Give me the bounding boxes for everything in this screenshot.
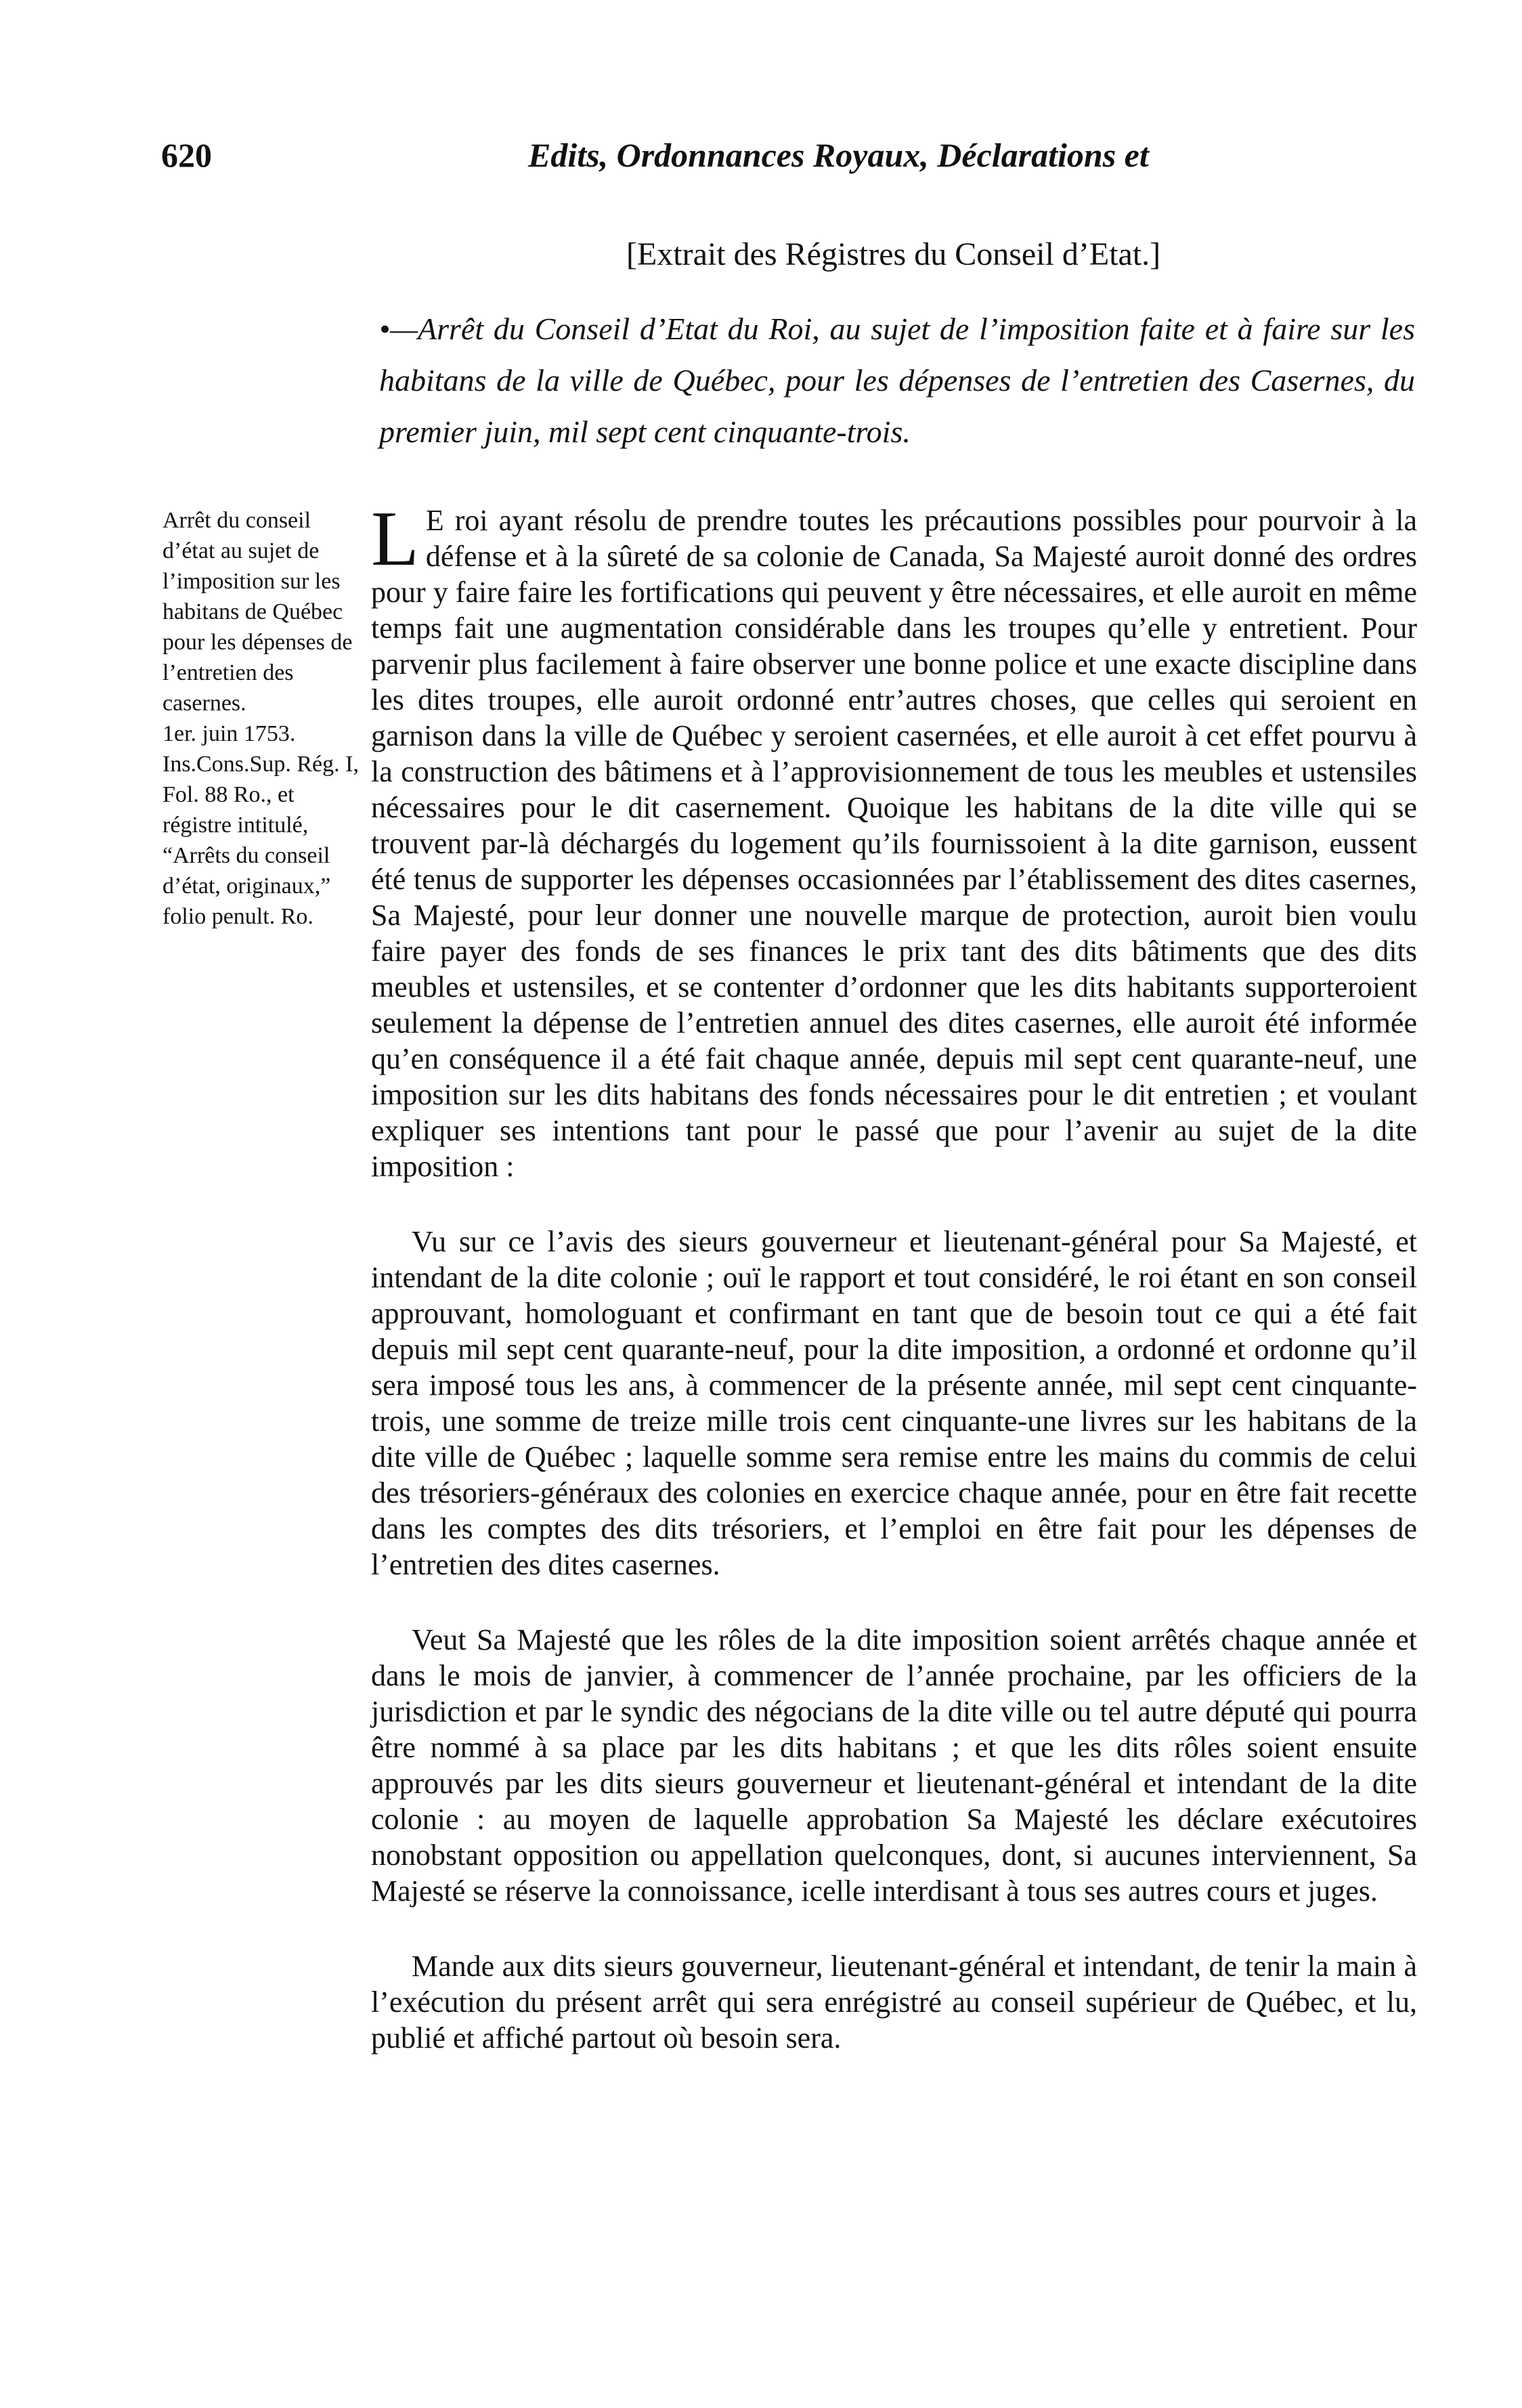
paragraph-1-text: E roi ayant résolu de prendre toutes les précautions possibles pour pourvoir à la défense et à la sûreté de sa colonie de Canada, Sa Majesté auroit donné des ordres pour y faire faire les fortifications qui peuvent y être nécessaires, et elle auroit en même temps fait une augmentation considérable dans les troupes qu’elle y entretient. Pour parvenir plus facilement à faire observer une bonne police et une exacte discipline dans les dites troupes, elle auroit ordonné entr’autres choses, que celles qui seroient en garnison dans la ville de Québec y seroient casernées, et elle auroit à cet effet pourvu à la construction des bâtimens et à l’approvisionnement de tous les meubles et ustensiles nécessaires pour le dit casernement. Quoique les habitans de la dite ville qui se trouvent par-là déchargés du logement qu’ils fournissoient à la dite garnison, eussent été tenus de supporter les dépenses occasionnées par l’établissement des dites casernes, Sa Majesté, pour leur donner une nouvelle marque de protection, auroit bien voulu faire payer des fonds de ses finances le prix tant des dits bâtiments que des dits meubles et ustensiles, et se contenter d’ordonner que les dits habitants supporteroient seulement la dépense de l’entretien annuel des dites casernes, elle auroit été informée qu’en conséquence il a été fait chaque année, depuis mil sept cent quarante-neuf, une imposition sur les dits habitans des fonds nécessaires pour le dit entretien ; et voulant expliquer ses intentions tant pour le passé que pour l’avenir au sujet de la dite imposition :	[371, 504, 1417, 1183]
page-number: 620	[161, 136, 212, 174]
paragraph-2: Vu sur ce l’avis des sieurs gouverneur et lieutenant-général pour Sa Majesté, et intendant de la dite colonie ; ouï le rapport et tout considéré, le roi étant en son conseil approuvant, homologuant et confirmant en tant que de besoin tout ce qui a été fait depuis mil sept cent quarante-neuf, pour la dite imposition, a ordonné et ordonne qu’il sera imposé tous les ans, à commencer de la présente année, mil sept cent cinquante-trois, une somme de treize mille trois cent cinquante-une livres sur les habitans de la dite ville de Québec ; laquelle somme sera remise entre les mains du commis de celui des trésoriers-généraux des colonies en exercice chaque année, pour en être fait recette dans les comptes des dits trésoriers, et l’emploi en être fait pour les dépenses de l’entretien des dites casernes.	[371, 1225, 1417, 1581]
drop-cap: L	[371, 496, 419, 582]
marginal-note: Arrêt du conseil d’état au sujet de l’imposition sur les habitans de Québec pour les dépenses de l’entretien des casernes. 1er. juin 1753. Ins.Cons.Sup. Rég. I, Fol. 88 Ro., et régistre intitulé, “Arrêts du conseil d’état, originaux,” folio penult. Ro.	[162, 508, 359, 929]
paragraph-1	[371, 496, 1417, 1184]
running-head: Edits, Ordonnances Royaux, Déclarations et	[528, 136, 1149, 174]
paragraph-4: Mande aux dits sieurs gouverneur, lieutenant-général et intendant, de tenir la main à l’exécution du présent arrêt qui sera enrégistré au conseil supérieur de Québec, et lu, publié et affiché partout où besoin sera.	[371, 1950, 1417, 2055]
extract-heading: [Extrait des Régistres du Conseil d’Etat.]	[626, 236, 1161, 272]
paragraph-3: Veut Sa Majesté que les rôles de la dite imposition soient arrêtés chaque année et dans le mois de janvier, à commencer de l’année prochaine, par les officiers de la jurisdiction et par le syndic des négocians de la dite ville ou tel autre député qui pourra être nommé à sa place par les dits habitans ; et que les dits rôles soient ensuite approuvés par les dits sieurs gouverneur et lieutenant-général et intendant de la dite colonie : au moyen de laquelle approbation Sa Majesté les déclare exécutoires nonobstant opposition ou appellation quelconques, dont, si aucunes interviennent, Sa Majesté se réserve la connoissance, icelle interdisant à tous ses autres cours et juges.	[371, 1623, 1417, 1908]
document-title: •—Arrêt du Conseil d’Etat du Roi, au sujet de l’imposition faite et à faire sur les habitans de la ville de Québec, pour les dépenses de l’entretien des Casernes, du premier juin, mil sept cent cinquante-trois.	[379, 311, 1415, 449]
body-text	[371, 496, 1417, 2056]
